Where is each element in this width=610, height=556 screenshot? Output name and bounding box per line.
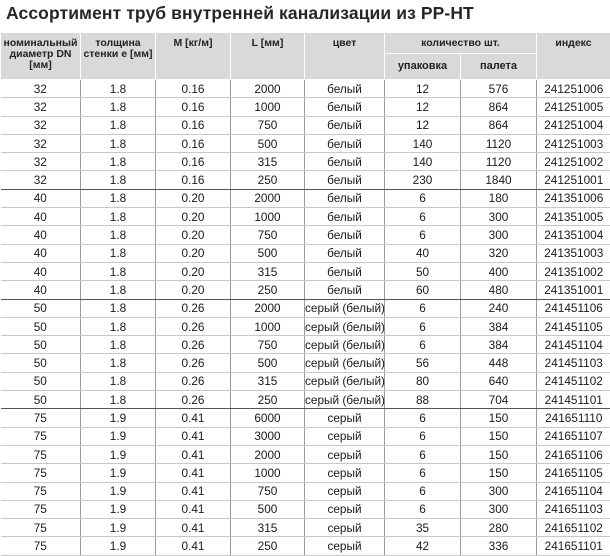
cell-wall-thickness: 1.9 (81, 500, 156, 518)
table-row (1, 80, 610, 98)
cell-wall-thickness: 1.8 (81, 153, 156, 171)
cell-qty-pallet: 336 (461, 537, 537, 555)
cell-color: белый (305, 262, 385, 280)
cell-mass: 0.26 (156, 336, 231, 354)
cell-index: 241651102 (537, 519, 610, 537)
cell-dn: 75 (1, 519, 81, 537)
cell-qty-pack: 56 (385, 354, 461, 372)
cell-length: 2000 (231, 445, 305, 463)
table-row (1, 482, 610, 500)
cell-color: серый (белый) (305, 372, 385, 390)
cell-color: белый (305, 281, 385, 299)
cell-wall-thickness: 1.8 (81, 372, 156, 390)
cell-length: 500 (231, 500, 305, 518)
cell-dn: 50 (1, 336, 81, 354)
cell-wall-thickness: 1.8 (81, 281, 156, 299)
cell-color: серый (305, 409, 385, 427)
table-row (1, 226, 610, 244)
cell-index: 241251001 (537, 171, 610, 189)
cell-color: серый (305, 445, 385, 463)
cell-mass: 0.26 (156, 391, 231, 409)
cell-mass: 0.20 (156, 244, 231, 262)
cell-color: белый (305, 134, 385, 152)
cell-wall-thickness: 1.9 (81, 427, 156, 445)
cell-qty-pallet: 384 (461, 336, 537, 354)
cell-length: 500 (231, 354, 305, 372)
cell-qty-pack: 6 (385, 208, 461, 226)
cell-dn: 50 (1, 317, 81, 335)
cell-dn: 75 (1, 445, 81, 463)
cell-length: 250 (231, 281, 305, 299)
cell-length: 750 (231, 336, 305, 354)
cell-qty-pack: 35 (385, 519, 461, 537)
cell-qty-pack: 6 (385, 445, 461, 463)
cell-color: серый (белый) (305, 354, 385, 372)
pipe-assortment-table (0, 32, 610, 556)
cell-index: 241351005 (537, 208, 610, 226)
cell-length: 315 (231, 262, 305, 280)
table-row (1, 500, 610, 518)
cell-dn: 75 (1, 500, 81, 518)
cell-qty-pallet: 150 (461, 464, 537, 482)
table-row (1, 171, 610, 189)
cell-length: 750 (231, 116, 305, 134)
cell-mass: 0.26 (156, 372, 231, 390)
cell-length: 2000 (231, 299, 305, 317)
table-row (1, 317, 610, 335)
cell-qty-pallet: 1840 (461, 171, 537, 189)
cell-qty-pallet: 300 (461, 482, 537, 500)
cell-qty-pack: 6 (385, 409, 461, 427)
cell-index: 241451104 (537, 336, 610, 354)
cell-length: 1000 (231, 208, 305, 226)
cell-mass: 0.41 (156, 500, 231, 518)
cell-dn: 75 (1, 482, 81, 500)
table-body (1, 80, 610, 556)
cell-mass: 0.20 (156, 226, 231, 244)
cell-dn: 50 (1, 372, 81, 390)
cell-color: серый (305, 519, 385, 537)
cell-mass: 0.26 (156, 299, 231, 317)
cell-color: серый (305, 500, 385, 518)
cell-qty-pack: 60 (385, 281, 461, 299)
cell-qty-pallet: 150 (461, 445, 537, 463)
cell-qty-pallet: 300 (461, 226, 537, 244)
cell-length: 750 (231, 226, 305, 244)
cell-qty-pallet: 300 (461, 500, 537, 518)
table-row (1, 336, 610, 354)
cell-mass: 0.20 (156, 208, 231, 226)
cell-qty-pack: 80 (385, 372, 461, 390)
cell-mass: 0.41 (156, 482, 231, 500)
cell-index: 241651106 (537, 445, 610, 463)
cell-color: белый (305, 208, 385, 226)
cell-qty-pallet: 480 (461, 281, 537, 299)
cell-qty-pack: 6 (385, 189, 461, 207)
cell-dn: 32 (1, 98, 81, 116)
cell-mass: 0.26 (156, 354, 231, 372)
cell-index: 241451105 (537, 317, 610, 335)
header-dn: номинальный диаметр DN [мм] (1, 33, 81, 80)
header-quantity: количество шт. (385, 33, 537, 54)
cell-dn: 75 (1, 427, 81, 445)
table-row (1, 372, 610, 390)
table-row (1, 281, 610, 299)
cell-color: белый (305, 153, 385, 171)
cell-dn: 40 (1, 208, 81, 226)
cell-index: 241651105 (537, 464, 610, 482)
cell-mass: 0.16 (156, 153, 231, 171)
cell-color: белый (305, 98, 385, 116)
table-row (1, 189, 610, 207)
cell-index: 241451102 (537, 372, 610, 390)
table-row (1, 537, 610, 555)
cell-qty-pack: 12 (385, 80, 461, 98)
table-row (1, 134, 610, 152)
cell-qty-pack: 6 (385, 226, 461, 244)
header-index: индекс (537, 33, 610, 80)
cell-qty-pallet: 704 (461, 391, 537, 409)
cell-wall-thickness: 1.8 (81, 80, 156, 98)
cell-dn: 75 (1, 464, 81, 482)
cell-color: серый (белый) (305, 336, 385, 354)
cell-color: серый (белый) (305, 317, 385, 335)
cell-wall-thickness: 1.8 (81, 189, 156, 207)
cell-wall-thickness: 1.9 (81, 482, 156, 500)
cell-dn: 40 (1, 281, 81, 299)
cell-color: белый (305, 189, 385, 207)
cell-qty-pallet: 300 (461, 208, 537, 226)
cell-qty-pallet: 180 (461, 189, 537, 207)
cell-dn: 32 (1, 116, 81, 134)
table-row (1, 153, 610, 171)
cell-color: белый (305, 226, 385, 244)
cell-qty-pack: 140 (385, 153, 461, 171)
cell-wall-thickness: 1.8 (81, 134, 156, 152)
header-mass: M [кг/м] (156, 33, 231, 80)
cell-wall-thickness: 1.8 (81, 208, 156, 226)
table-row (1, 244, 610, 262)
cell-qty-pallet: 384 (461, 317, 537, 335)
cell-index: 241251002 (537, 153, 610, 171)
cell-wall-thickness: 1.9 (81, 519, 156, 537)
cell-length: 500 (231, 244, 305, 262)
cell-wall-thickness: 1.9 (81, 445, 156, 463)
cell-dn: 50 (1, 299, 81, 317)
cell-dn: 75 (1, 409, 81, 427)
table-row (1, 445, 610, 463)
table-header (1, 33, 610, 80)
cell-length: 1000 (231, 317, 305, 335)
cell-index: 241651101 (537, 537, 610, 555)
cell-index: 241451101 (537, 391, 610, 409)
header-quantity-pallet: палета (461, 54, 537, 80)
cell-mass: 0.16 (156, 98, 231, 116)
cell-color: серый (белый) (305, 299, 385, 317)
cell-qty-pack: 6 (385, 427, 461, 445)
cell-qty-pallet: 864 (461, 116, 537, 134)
cell-qty-pack: 40 (385, 244, 461, 262)
cell-qty-pallet: 576 (461, 80, 537, 98)
cell-index: 241451103 (537, 354, 610, 372)
cell-wall-thickness: 1.8 (81, 299, 156, 317)
cell-mass: 0.41 (156, 445, 231, 463)
cell-mass: 0.41 (156, 427, 231, 445)
cell-dn: 50 (1, 391, 81, 409)
table-row (1, 427, 610, 445)
cell-wall-thickness: 1.9 (81, 464, 156, 482)
cell-qty-pack: 140 (385, 134, 461, 152)
cell-index: 241351004 (537, 226, 610, 244)
cell-color: серый (305, 464, 385, 482)
cell-qty-pack: 230 (385, 171, 461, 189)
page-title: Ассортимент труб внутренней канализации из PP-HT (6, 3, 474, 24)
table-row (1, 409, 610, 427)
cell-index: 241251004 (537, 116, 610, 134)
cell-index: 241351006 (537, 189, 610, 207)
cell-qty-pack: 6 (385, 482, 461, 500)
cell-wall-thickness: 1.8 (81, 116, 156, 134)
cell-color: белый (305, 244, 385, 262)
cell-mass: 0.16 (156, 80, 231, 98)
cell-length: 500 (231, 134, 305, 152)
cell-length: 250 (231, 391, 305, 409)
cell-qty-pack: 6 (385, 464, 461, 482)
cell-mass: 0.41 (156, 409, 231, 427)
header-length: L [мм] (231, 33, 305, 80)
header-quantity-pack: упаковка (385, 54, 461, 80)
cell-qty-pack: 12 (385, 98, 461, 116)
cell-length: 315 (231, 519, 305, 537)
cell-index: 241651103 (537, 500, 610, 518)
cell-qty-pallet: 320 (461, 244, 537, 262)
cell-wall-thickness: 1.8 (81, 354, 156, 372)
cell-length: 2000 (231, 189, 305, 207)
cell-mass: 0.20 (156, 262, 231, 280)
cell-wall-thickness: 1.8 (81, 317, 156, 335)
cell-dn: 75 (1, 537, 81, 555)
cell-color: белый (305, 171, 385, 189)
cell-color: серый (305, 427, 385, 445)
cell-mass: 0.20 (156, 281, 231, 299)
table-row (1, 299, 610, 317)
cell-qty-pallet: 640 (461, 372, 537, 390)
cell-qty-pack: 50 (385, 262, 461, 280)
cell-index: 241251003 (537, 134, 610, 152)
cell-mass: 0.41 (156, 464, 231, 482)
cell-index: 241351001 (537, 281, 610, 299)
cell-dn: 50 (1, 354, 81, 372)
cell-color: белый (305, 80, 385, 98)
cell-index: 241351002 (537, 262, 610, 280)
cell-qty-pack: 6 (385, 299, 461, 317)
cell-length: 3000 (231, 427, 305, 445)
table-row (1, 464, 610, 482)
header-wall-thickness: толщина стенки e [мм] (81, 33, 156, 80)
cell-index: 241351003 (537, 244, 610, 262)
cell-dn: 32 (1, 80, 81, 98)
cell-length: 315 (231, 153, 305, 171)
cell-wall-thickness: 1.8 (81, 226, 156, 244)
cell-mass: 0.16 (156, 116, 231, 134)
cell-wall-thickness: 1.8 (81, 391, 156, 409)
cell-length: 1000 (231, 464, 305, 482)
cell-color: серый (белый) (305, 391, 385, 409)
cell-dn: 40 (1, 262, 81, 280)
cell-mass: 0.16 (156, 171, 231, 189)
cell-qty-pallet: 240 (461, 299, 537, 317)
cell-qty-pallet: 150 (461, 409, 537, 427)
table-row (1, 519, 610, 537)
cell-mass: 0.26 (156, 317, 231, 335)
cell-dn: 32 (1, 153, 81, 171)
cell-qty-pallet: 1120 (461, 134, 537, 152)
cell-length: 250 (231, 537, 305, 555)
cell-qty-pallet: 864 (461, 98, 537, 116)
cell-dn: 32 (1, 134, 81, 152)
cell-index: 241251005 (537, 98, 610, 116)
cell-dn: 32 (1, 171, 81, 189)
cell-wall-thickness: 1.9 (81, 409, 156, 427)
table-row (1, 391, 610, 409)
cell-length: 6000 (231, 409, 305, 427)
cell-wall-thickness: 1.8 (81, 244, 156, 262)
cell-wall-thickness: 1.8 (81, 336, 156, 354)
cell-mass: 0.41 (156, 537, 231, 555)
cell-length: 250 (231, 171, 305, 189)
cell-index: 241251006 (537, 80, 610, 98)
cell-mass: 0.16 (156, 134, 231, 152)
cell-color: белый (305, 116, 385, 134)
cell-length: 315 (231, 372, 305, 390)
cell-index: 241651104 (537, 482, 610, 500)
cell-index: 241451106 (537, 299, 610, 317)
cell-wall-thickness: 1.8 (81, 171, 156, 189)
cell-wall-thickness: 1.8 (81, 262, 156, 280)
table-row (1, 98, 610, 116)
cell-dn: 40 (1, 189, 81, 207)
cell-length: 1000 (231, 98, 305, 116)
table-row (1, 208, 610, 226)
cell-qty-pack: 6 (385, 317, 461, 335)
cell-color: серый (305, 537, 385, 555)
cell-qty-pallet: 448 (461, 354, 537, 372)
cell-mass: 0.41 (156, 519, 231, 537)
header-color: цвет (305, 33, 385, 80)
table-row (1, 116, 610, 134)
cell-qty-pack: 12 (385, 116, 461, 134)
cell-qty-pack: 6 (385, 336, 461, 354)
cell-length: 2000 (231, 80, 305, 98)
cell-wall-thickness: 1.9 (81, 537, 156, 555)
table-row (1, 262, 610, 280)
cell-qty-pallet: 1120 (461, 153, 537, 171)
table-row (1, 354, 610, 372)
cell-length: 750 (231, 482, 305, 500)
cell-qty-pack: 88 (385, 391, 461, 409)
cell-dn: 40 (1, 226, 81, 244)
cell-qty-pack: 6 (385, 500, 461, 518)
cell-wall-thickness: 1.8 (81, 98, 156, 116)
cell-color: серый (305, 482, 385, 500)
cell-mass: 0.20 (156, 189, 231, 207)
cell-qty-pack: 42 (385, 537, 461, 555)
cell-index: 241651110 (537, 409, 610, 427)
cell-qty-pallet: 400 (461, 262, 537, 280)
cell-qty-pallet: 280 (461, 519, 537, 537)
cell-qty-pallet: 150 (461, 427, 537, 445)
cell-dn: 40 (1, 244, 81, 262)
cell-index: 241651107 (537, 427, 610, 445)
